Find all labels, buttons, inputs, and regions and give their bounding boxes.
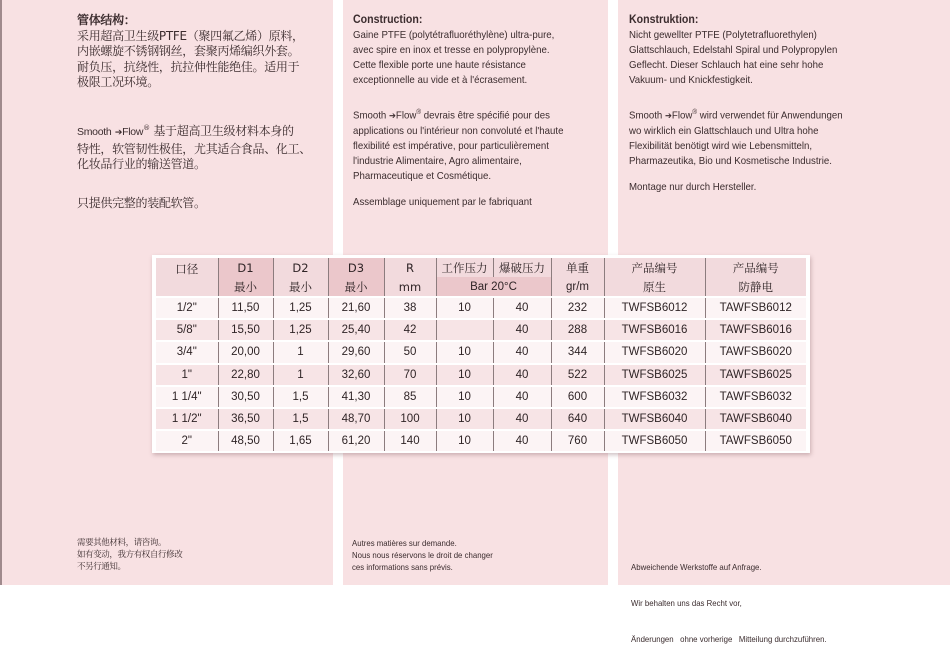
header-part-number-antistatic: 产品编号 — [705, 258, 806, 277]
cell-d3: 61,20 — [328, 430, 384, 451]
german-application-line: wo wirklich ein Glattschlauch und Ultra hohe — [629, 124, 819, 137]
french-construction-line: Gaine PTFE (polytétrafluoréthylène) ultra-pure, — [353, 29, 555, 41]
cell-part-number-standard: TWFSB6050 — [604, 430, 705, 451]
cell-part-number-antistatic: TAWFSB6016 — [705, 319, 806, 341]
chinese-application-text: 基于超高卫生级材料本身的 — [153, 124, 294, 138]
registered-mark: ® — [416, 109, 422, 116]
cell-weight: 232 — [551, 297, 604, 319]
french-construction-line: exceptionnelle au vide et à l'écrasement. — [353, 74, 528, 86]
chinese-construction-section — [77, 13, 327, 91]
german-footer — [631, 537, 827, 657]
subheader-d3-min: 最小 — [328, 277, 384, 297]
german-construction-line: Geflecht. Dieser Schlauch hat eine sehr hohe — [629, 59, 824, 71]
header-part-number-standard: 产品编号 — [604, 258, 705, 277]
cell-burst-pressure: 40 — [493, 408, 551, 430]
cell-r: 42 — [384, 319, 436, 341]
cell-part-number-antistatic: TAWFSB6020 — [705, 341, 806, 363]
subheader-d1-min: 最小 — [218, 277, 273, 297]
cell-d3: 25,40 — [328, 319, 384, 341]
cell-size: 1 1/2" — [156, 408, 218, 430]
cell-working-pressure: 10 — [436, 430, 493, 451]
cell-d1: 48,50 — [218, 430, 273, 451]
cell-r: 70 — [384, 364, 436, 386]
cell-d1: 22,80 — [218, 364, 273, 386]
cell-d1: 30,50 — [218, 386, 273, 408]
french-application-section — [353, 105, 601, 184]
german-application-section — [629, 105, 905, 169]
cell-size: 1/2" — [156, 297, 218, 319]
french-application-line: applications ou l'intérieur non convoluté et l'haute — [353, 124, 564, 137]
cell-d3: 32,60 — [328, 364, 384, 386]
cell-burst-pressure: 40 — [493, 386, 551, 408]
french-application-line: Pharmaceutique et Cosmétique. — [353, 169, 491, 182]
subheader-r-unit: mm — [384, 277, 436, 297]
header-r: R — [384, 258, 436, 277]
header-weight: 单重 — [551, 258, 604, 277]
chinese-application-line: 化妆品行业的输送管道。 — [77, 157, 206, 171]
cell-burst-pressure: 40 — [493, 341, 551, 363]
cell-d2: 1 — [273, 341, 328, 363]
spec-table — [156, 258, 806, 451]
cell-size: 5/8" — [156, 319, 218, 341]
cell-weight: 640 — [551, 408, 604, 430]
brand-suffix: Flow — [395, 109, 417, 122]
header-working-pressure: 工作压力 — [436, 258, 493, 277]
cell-size: 1 1/4" — [156, 386, 218, 408]
header-d2: D2 — [273, 258, 328, 277]
header-d1: D1 — [218, 258, 273, 277]
footer-line: ces informations sans prévis. — [352, 562, 453, 572]
cell-d2: 1 — [273, 364, 328, 386]
table-subheader-row — [156, 277, 806, 297]
cell-part-number-standard: TWFSB6012 — [604, 297, 705, 319]
cell-d2: 1,5 — [273, 386, 328, 408]
french-construction-section — [353, 13, 601, 88]
cell-burst-pressure: 40 — [493, 319, 551, 341]
cell-weight: 600 — [551, 386, 604, 408]
french-application-line: l'industrie Alimentaire, Agro alimentaire, — [353, 154, 522, 167]
cell-weight: 288 — [551, 319, 604, 341]
cell-working-pressure — [436, 319, 493, 341]
table-row — [156, 386, 806, 408]
subheader-standard: 原生 — [604, 277, 705, 297]
cell-weight: 760 — [551, 430, 604, 451]
arrow-right-icon: ➔ — [114, 128, 123, 138]
cell-part-number-standard: TWFSB6016 — [604, 319, 705, 341]
german-application-text: wird verwendet für Anwendungen — [699, 109, 843, 122]
cell-part-number-standard: TWFSB6025 — [604, 364, 705, 386]
footer-line: Autres matières sur demande. — [352, 538, 457, 548]
cell-part-number-standard: TWFSB6040 — [604, 408, 705, 430]
brand-prefix: Smooth — [353, 109, 387, 122]
cell-part-number-antistatic: TAWFSB6032 — [705, 386, 806, 408]
cell-working-pressure: 10 — [436, 386, 493, 408]
subheader-antistatic: 防静电 — [705, 277, 806, 297]
german-application-line: Pharmazeutika, Bio und Kosmetische Industrie. — [629, 154, 832, 167]
cell-d2: 1,25 — [273, 297, 328, 319]
french-application-line — [353, 105, 601, 124]
cell-d2: 1,5 — [273, 408, 328, 430]
cell-r: 140 — [384, 430, 436, 451]
cell-size: 1" — [156, 364, 218, 386]
cell-part-number-standard: TWFSB6032 — [604, 386, 705, 408]
cell-part-number-antistatic: TAWFSB6040 — [705, 408, 806, 430]
german-assembly-note: Montage nur durch Hersteller. — [629, 181, 757, 193]
brand-prefix: Smooth — [77, 126, 112, 138]
german-construction-line: Glattschlauch, Edelstahl Spiral und Polypropylen — [629, 44, 838, 56]
cell-working-pressure: 10 — [436, 408, 493, 430]
table-row — [156, 297, 806, 319]
arrow-right-icon: ➔ — [388, 110, 396, 121]
chinese-application-line — [77, 121, 327, 142]
german-construction-section — [629, 13, 905, 88]
subheader-d2-min: 最小 — [273, 277, 328, 297]
header-d3: D3 — [328, 258, 384, 277]
brand-suffix: Flow — [671, 109, 693, 122]
spec-table-card — [152, 255, 810, 453]
header-burst-pressure: 爆破压力 — [493, 258, 551, 277]
chinese-application-line: 特性，软管韧性极佳，尤其适合食品、化工、 — [77, 141, 312, 156]
french-application-line: flexibilité est impérative, pour particulièrement — [353, 139, 549, 152]
german-application-line: Flexibilität benötigt wird wie Lebensmitteln, — [629, 139, 813, 152]
cell-d1: 20,00 — [218, 341, 273, 363]
table-header-row — [156, 258, 806, 277]
table-row — [156, 341, 806, 363]
subheader-weight-unit: gr/m — [551, 277, 604, 297]
german-application-line — [629, 105, 905, 124]
registered-mark: ® — [692, 109, 698, 116]
footer-line: Nous nous réservons le droit de changer — [352, 550, 493, 560]
cell-weight: 344 — [551, 341, 604, 363]
cell-working-pressure: 10 — [436, 364, 493, 386]
french-construction-line: avec spire en inox et tresse en polypropylène. — [353, 44, 550, 56]
footer-line: 如有变动，我方有权自行修改 — [77, 550, 183, 560]
arrow-right-icon: ➔ — [664, 110, 672, 121]
chinese-construction-paragraph: 采用超高卫生级PTFE（聚四氟乙烯）原料，内嵌螺旋不锈钢钢丝，套聚丙烯编织外套。耐负压，抗绕性，抗拉伸性能绝佳。适用于极限工况环境。 — [77, 28, 304, 89]
cell-part-number-antistatic: TAWFSB6025 — [705, 364, 806, 386]
german-construction-line: Vakuum- und Knickfestigkeit. — [629, 74, 753, 86]
brand-prefix: Smooth — [629, 109, 663, 122]
subheader-pressure-unit: Bar 20°C — [436, 277, 551, 297]
french-footer — [352, 537, 493, 573]
footer-line: 需要其他材料，请咨询。 — [77, 538, 167, 548]
footer-line: Änderungen ohne vorherige Mitteilung durchzuführen. — [631, 634, 827, 644]
cell-burst-pressure: 40 — [493, 430, 551, 451]
french-construction-line: Cette flexible porte une haute résistance — [353, 59, 526, 71]
french-application-text: devrais être spécifié pour des — [423, 109, 550, 122]
cell-size: 2" — [156, 430, 218, 451]
table-row — [156, 408, 806, 430]
table-row — [156, 430, 806, 451]
cell-size: 3/4" — [156, 341, 218, 363]
cell-d3: 41,30 — [328, 386, 384, 408]
german-construction-line: Nicht gewellter PTFE (Polytetrafluorethylen) — [629, 29, 817, 41]
cell-weight: 522 — [551, 364, 604, 386]
cell-d3: 48,70 — [328, 408, 384, 430]
footer-line: Abweichende Werkstoffe auf Anfrage. — [631, 562, 762, 572]
cell-working-pressure: 10 — [436, 341, 493, 363]
cell-d1: 15,50 — [218, 319, 273, 341]
brand-suffix: Flow — [122, 126, 144, 138]
cell-d2: 1,65 — [273, 430, 328, 451]
cell-d1: 36,50 — [218, 408, 273, 430]
chinese-application-section — [77, 121, 327, 173]
chinese-footer — [77, 537, 182, 573]
cell-working-pressure: 10 — [436, 297, 493, 319]
cell-d2: 1,25 — [273, 319, 328, 341]
cell-part-number-antistatic: TAWFSB6012 — [705, 297, 806, 319]
cell-d1: 11,50 — [218, 297, 273, 319]
cell-part-number-standard: TWFSB6020 — [604, 341, 705, 363]
footer-line: 不另行通知。 — [77, 562, 126, 572]
header-size: 口径 — [156, 258, 218, 297]
german-heading: Konstruktion: — [629, 14, 699, 26]
cell-burst-pressure: 40 — [493, 364, 551, 386]
chinese-assembly-note: 只提供完整的装配软管。 — [77, 196, 206, 210]
cell-r: 100 — [384, 408, 436, 430]
cell-burst-pressure: 40 — [493, 297, 551, 319]
cell-r: 50 — [384, 341, 436, 363]
french-assembly-note: Assemblage uniquement par le fabriquant — [353, 196, 532, 208]
cell-r: 38 — [384, 297, 436, 319]
table-row — [156, 319, 806, 341]
cell-d3: 21,60 — [328, 297, 384, 319]
french-heading: Construction: — [353, 14, 423, 26]
cell-d3: 29,60 — [328, 341, 384, 363]
footer-line: Wir behalten uns das Recht vor, — [631, 598, 742, 608]
cell-part-number-antistatic: TAWFSB6050 — [705, 430, 806, 451]
chinese-heading: 管体结构： — [77, 13, 136, 27]
registered-mark: ® — [143, 124, 150, 132]
cell-r: 85 — [384, 386, 436, 408]
table-row — [156, 364, 806, 386]
